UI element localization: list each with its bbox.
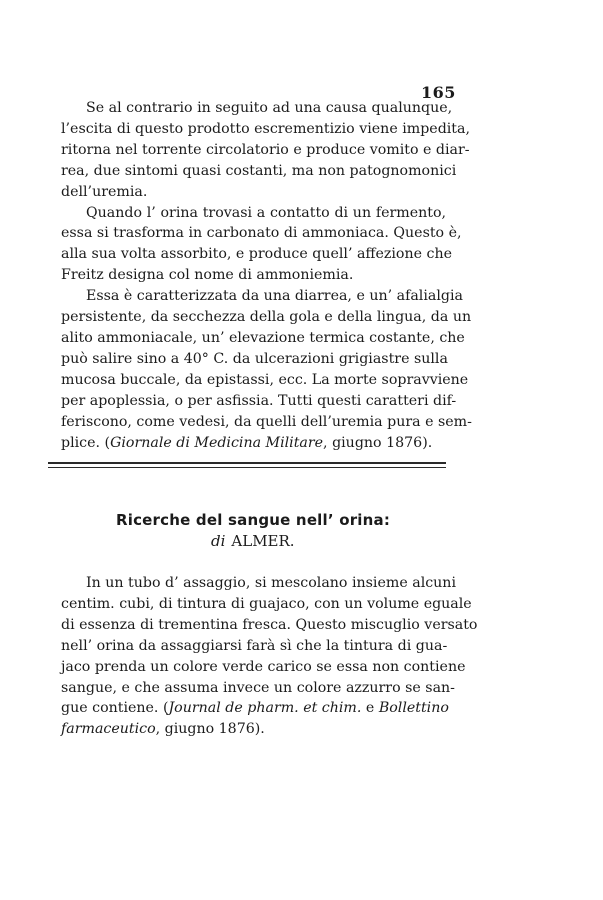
citation-source: farmaceutico	[61, 721, 156, 738]
citation-source: Giornale di Medicina Militare	[110, 434, 324, 451]
text-fragment: plice. (	[61, 434, 111, 451]
text-line: per apoplessia, o per asfissia. Tutti questi caratteri dif-	[61, 392, 457, 409]
text-fragment: gue contiene. (	[61, 700, 169, 717]
page-number: 165	[421, 83, 456, 102]
text-line: jaco prenda un colore verde carico se essa non contiene	[61, 658, 466, 675]
text-line: Essa è caratterizzata da una diarrea, e un’ afalialgia	[86, 288, 463, 305]
text-line-with-citation	[61, 719, 446, 740]
author-name: ALMER.	[231, 532, 295, 550]
divider-rule	[48, 467, 446, 468]
text-line: nell’ orina da assaggiarsi farà sì che la tintura di gua-	[61, 637, 448, 654]
paragraph	[61, 573, 478, 740]
author-prefix: di	[211, 532, 226, 550]
text-line: feriscono, come vedesi, da quelli dell’uremia pura e sem-	[61, 413, 472, 430]
text-line: l’escita di questo prodotto escrementizio viene impedita,	[61, 120, 470, 137]
text-line: rea, due sintomi quasi costanti, ma non patognomonici	[61, 162, 457, 179]
text-line: di essenza di trementina fresca. Questo miscuglio versato	[61, 616, 478, 633]
text-line: persistente, da secchezza della gola e della lingua, da un	[61, 309, 472, 326]
article-author	[211, 532, 295, 550]
text-line-with-citation	[61, 698, 449, 719]
text-line: ritorna nel torrente circolatorio e produce vomito e diar-	[61, 141, 470, 158]
text-line: sangue, e che assuma invece un colore azzurro se san-	[61, 679, 455, 696]
text-fragment: e	[361, 700, 379, 717]
text-line: alla sua volta assorbito, e produce quell’ affezione che	[61, 246, 452, 263]
text-line: dell’uremia.	[61, 183, 148, 200]
article-title: Ricerche del sangue nell’ orina:	[116, 511, 391, 529]
paragraph	[61, 203, 462, 287]
article-body-uremia	[61, 98, 472, 453]
text-line: Freitz designa col nome di ammoniemia.	[61, 267, 354, 284]
text-line: essa si trasforma in carbonato di ammoniaca. Questo è,	[61, 225, 462, 242]
text-line: In un tubo d’ assaggio, si mescolano insieme alcuni	[86, 575, 456, 591]
text-line: centim. cubi, di tintura di guajaco, con un volume eguale	[61, 595, 472, 612]
text-fragment: , giugno 1876).	[323, 434, 433, 451]
paragraph	[61, 98, 470, 203]
text-line: alito ammoniacale, un’ elevazione termica costante, che	[61, 329, 465, 346]
citation-source: Bollettino	[378, 700, 449, 717]
text-line: Se al contrario in seguito ad una causa qualunque,	[86, 100, 453, 116]
text-line: può salire sino a 40° C. da ulcerazioni grigiastre sulla	[61, 350, 448, 367]
text-line: mucosa buccale, da epistassi, ecc. La morte sopravviene	[61, 371, 469, 388]
article-body-blood-test	[61, 573, 478, 740]
section-divider	[48, 462, 446, 468]
citation-source: Journal de pharm. et chim.	[168, 700, 362, 717]
paragraph	[61, 286, 472, 453]
text-fragment: , giugno 1876).	[155, 721, 265, 738]
text-line-with-citation	[61, 433, 446, 454]
divider-rule	[48, 462, 446, 464]
text-line: Quando l’ orina trovasi a contatto di un fermento,	[86, 204, 446, 221]
